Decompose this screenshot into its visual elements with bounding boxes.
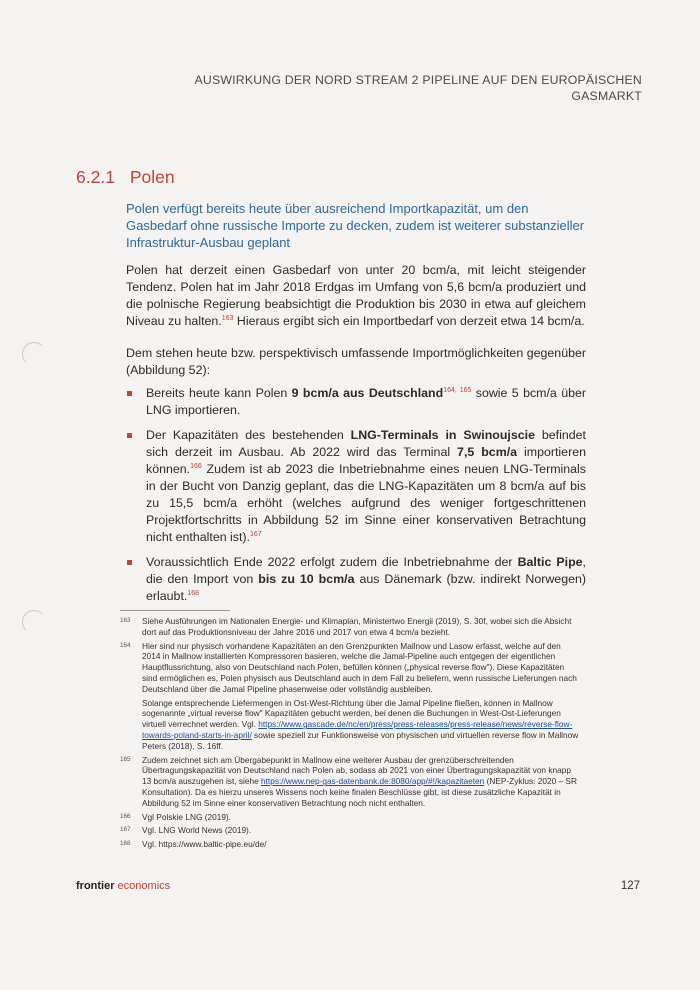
bullet-item: Bereits heute kann Polen 9 bcm/a aus Deutschland$^{164, 165}$ sowie 5 bcm/a über LNG importieren. [126, 385, 586, 419]
bullet-list [126, 385, 586, 613]
punch-hole-mark [22, 342, 46, 366]
section-number: 6.2.1 [76, 167, 115, 187]
bullet-marker-icon [127, 391, 132, 396]
footnote-ref[interactable]: 168 [187, 589, 200, 597]
punch-hole-mark [22, 610, 46, 634]
bullet-marker-icon [127, 560, 132, 565]
bullet-item: Der Kapazitäten des bestehenden LNG-Terminals in Swinoujscie befindet sich derzeit im Ausbau. Ab 2022 wird das Terminal 7,5 bcm/a importieren können.$^{166}$ Zudem ist ab 2023 die Inbetriebnahme eines neuen LNG-Terminals in der Bucht von Danzig geplant, das die LNG-Kapazitäten um 8 bcm/a auf bis zu 15,5 bcm/a erhöht (welches aufgrund des weniger fortgeschrittenen Projektfortschritts in Abbildung 52 im Sinne einer konservativen Betrachtung nicht enthalten ist).$^{167}$ [126, 427, 586, 546]
footnote-divider [120, 610, 230, 611]
section-title: Polen [129, 167, 175, 187]
footnote-ref[interactable]: 164, 165 [443, 386, 472, 394]
footnote-168: 168 Vgl. https://www.baltic-pipe.eu/de/ [120, 839, 267, 850]
section-heading [76, 167, 175, 188]
footnote-164: 164 Hier sind nur physisch vorhandene Kapazitäten an den Grenzpunkten Mallnow und Lasow erfasst, welche auf den 2014 in Mallnow installierten Kompressoren basieren, welche die Jamal-Pipeline auch entgegen der eigentlichen Hauptflussrichtung, also von Deutschland nach Polen, befüllen können („physical reverse flow"). Diese Kapazitäten sind ermöglichen es, Polen physisch aus Deutschland auch in dem Fall zu beliefern, wenn russische Lieferungen nach Deutschland über die Jamal Pipeline phasenweise oder vollständig ausbleiben. [120, 640, 577, 694]
footnotes [120, 616, 580, 853]
paragraph-2: Dem stehen heute bzw. perspektivisch umfassende Importmöglichkeiten gegenüber (Abbildung 52): [126, 346, 586, 377]
footer-brand: frontier economics [76, 880, 171, 892]
footnote-167: 167 Vgl. LNG World News (2019). [120, 825, 252, 836]
footnote-165: 165 Zudem zeichnet sich am Übergabepunkt in Mallnow eine weiterer Ausbau der grenzüberschreitenden Übertragungskapazität von Deutschland nach Polen ab, sodass ab 2021 von einer Übertragungskapazität von knapp 13 bcm/a auszugehen ist, siehe https://www.nep-gas-datenbank.de:8080/app/#!/kapazitaeten (NEP-Zyklus: 2020 – SR Konsultation). Da es hierzu unseres Wissens noch keine finalen Beschlüsse gibt, ist diese zusätzliche Kapazität in Abbildung 52 im Sinne einer konservativen Betrachtung noch nicht enthalten. [120, 754, 577, 808]
bullet-marker-icon [127, 433, 132, 438]
footnote-166: 166 Vgl Polskie LNG (2019). [120, 811, 232, 822]
footnote-ref[interactable]: 163 [221, 314, 234, 322]
footnote-163: 163 Siehe Ausführungen im Nationalen Energie- und Klimaplan, Ministertwo Energii (2019), S. 30f, wobei sich die Absicht dort auf das Produktionsniveau der Jahre 2016 und 2017 von etwa 4 bcm/a bezieht. [120, 616, 572, 637]
paragraph-1: Polen hat derzeit einen Gasbedarf von unter 20 bcm/a, mit leicht steigender Tendenz. Polen hat im Jahr 2018 Erdgas im Umfang von 5,6 bcm/a produziert und die polnische Regierung beabsichtigt die Produktion bis 2030 in etwa auf gleichem Niveau zu halten.$^{163}$ Hieraus ergibt sich ein Importbedarf von derzeit etwa 14 bcm/a. [126, 263, 586, 328]
lead-summary: Polen verfügt bereits heute über ausreichend Importkapazität, um den Gasbedarf ohne russische Importe zu decken, zudem ist weiterer substanzieller Infrastruktur-Ausbau geplant [126, 201, 585, 250]
footnote-ref[interactable]: 167 [250, 530, 262, 538]
page-number: 127 [620, 880, 640, 892]
footnote-164-continued: Solange entsprechende Liefermengen in Ost-West-Richtung über die Jamal Pipeline fließen, können in Mallnow sogenannte „virtual reverse flow" Kapazitäten gebucht werden, bei denen die Buchungen in West-Ost-Lieferungen virtuell verrechnet werden. Vgl. https://www.gascade.de/nc/en/press/press-releases/press-release/news/reverse-flow-towards-poland-starts-in-april/ sowie speziell zur Funktionsweise von physischen und virtuellen reverse flow in Mallnow Peters (2018), S. 16ff. [142, 697, 579, 751]
bullet-item: Voraussichtlich Ende 2022 erfolgt zudem die Inbetriebnahme der Baltic Pipe, die den Import von bis zu 10 bcm/a aus Dänemark (bzw. indirekt Norwegen) erlaubt.$^{168}$ [126, 554, 586, 605]
footnote-ref[interactable]: 166 [190, 462, 202, 470]
running-header: AUSWIRKUNG DER NORD STREAM 2 PIPELINE AUF DEN EUROPÄISCHEN GASMARKT [194, 73, 642, 103]
gascade-link[interactable]: https://www.gascade.de/nc/en/press/press-releases/press-release/news/reverse-flow-towards-poland-starts-in-april/ [142, 719, 573, 740]
nep-gas-link[interactable]: https://www.nep-gas-datenbank.de:8080/app/#!/kapazitaeten [261, 776, 485, 787]
